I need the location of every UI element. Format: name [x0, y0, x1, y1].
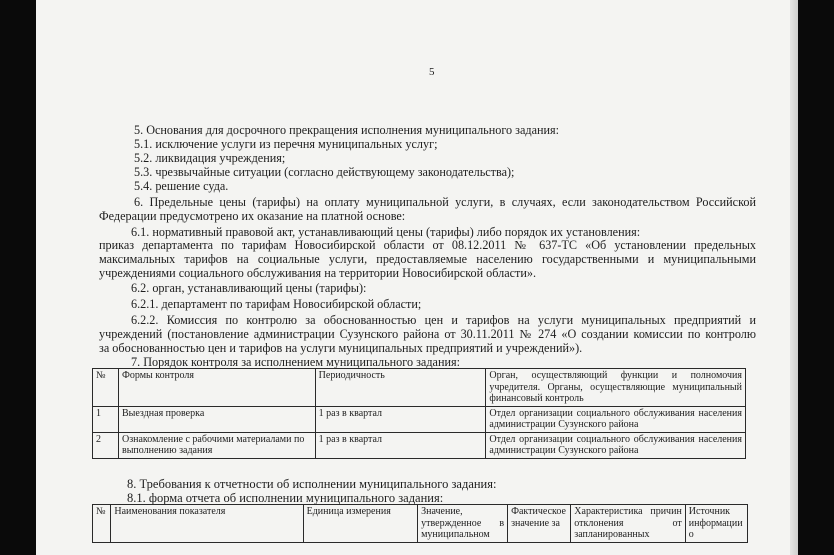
item-5-1: 5.1. исключение услуги из перечня муниципальных услуг; — [134, 137, 438, 151]
item-6-1-line-1: приказ департамента по тарифам Новосибирской области от 08.12.2011 № 637-ТС «Об установлении предельных — [99, 238, 756, 252]
item-6-2-2-line-2: учреждений (постановление администрации Сузунского района от 30.11.2011 № 274 «О создании комиссии по контролю — [99, 327, 756, 341]
item-8: 8. Требования к отчетности об исполнении муниципального задания: — [127, 477, 497, 491]
item-5-2: 5.2. ликвидация учреждения; — [134, 151, 286, 165]
item-6-2-2-line-1: 6.2.2. Комиссия по контролю за обоснованностью цен и тарифов на услуги муниципальных предприятий и — [131, 313, 756, 327]
table-cell: 1 — [93, 406, 119, 432]
item-6-1: 6.1. нормативный правовой акт, устанавливающий цены (тарифы) либо порядок их установления: — [131, 225, 641, 239]
item-6-1-line-2: максимальных тарифов на социальные услуги, предоставляемые населению государственными и муниципальными — [99, 252, 756, 266]
table-cell: 1 раз в квартал — [315, 406, 486, 432]
table-row — [93, 406, 746, 432]
item-5-3: 5.3. чрезвычайные ситуации (согласно действующему законодательства); — [134, 165, 515, 179]
control-table-header — [93, 369, 746, 407]
header-cell: Характеристика причин отклонения от запланированных — [571, 505, 686, 543]
header-cell: Формы контроля — [118, 369, 315, 407]
item-6-line-2: Федерации предусмотрено их оказание на платной основе: — [99, 209, 406, 223]
page-number: 5 — [429, 66, 435, 78]
header-cell: Периодичность — [315, 369, 486, 407]
table-row — [93, 432, 746, 458]
report-table-header — [93, 505, 748, 543]
table-cell: Отдел организации социального обслуживания населения администрации Сузунского района — [486, 406, 746, 432]
header-cell: Орган, осуществляющий функции и полномочия учредителя. Органы, осуществляющие муниципальный финансовый контроль — [486, 369, 746, 407]
table-cell: Ознакомление с рабочими материалами по выполнению задания — [118, 432, 315, 458]
header-cell: № — [93, 369, 119, 407]
item-6-2: 6.2. орган, устанавливающий цены (тарифы): — [131, 281, 367, 295]
report-table — [92, 504, 748, 543]
item-6-2-2-line-3: за обоснованностью цен и тарифов на услуги муниципальных предприятий и учреждений»). — [99, 341, 583, 355]
header-cell: Фактическое значение за — [508, 505, 571, 543]
item-8-1: 8.1. форма отчета об исполнении муниципального задания: — [127, 491, 444, 505]
table-cell: 1 раз в квартал — [315, 432, 486, 458]
header-cell: Значение, утвержденное в муниципальном — [418, 505, 508, 543]
header-cell: Единица измерения — [303, 505, 418, 543]
item-6-1-line-3: учреждениями социального обслуживания на территории Новосибирской области». — [99, 266, 537, 280]
control-table — [92, 368, 746, 459]
table-cell: Отдел организации социального обслуживания населения администрации Сузунского района — [486, 432, 746, 458]
header-cell: Источник информации о — [685, 505, 747, 543]
header-cell: № — [93, 505, 111, 543]
item-5-4: 5.4. решение суда. — [134, 179, 229, 193]
item-6-2-1: 6.2.1. департамент по тарифам Новосибирской области; — [131, 297, 422, 311]
item-5: 5. Основания для досрочного прекращения исполнения муниципального задания: — [134, 123, 560, 137]
page-edge — [790, 0, 798, 555]
document-page — [36, 0, 798, 555]
table-cell: 2 — [93, 432, 119, 458]
item-7: 7. Порядок контроля за исполнением муниципального задания: — [131, 355, 460, 369]
item-6-line-1: 6. Предельные цены (тарифы) на оплату муниципальной услуги, в случаях, если законодательством Российской — [134, 195, 756, 209]
table-cell: Выездная проверка — [118, 406, 315, 432]
header-cell: Наименования показателя — [111, 505, 303, 543]
